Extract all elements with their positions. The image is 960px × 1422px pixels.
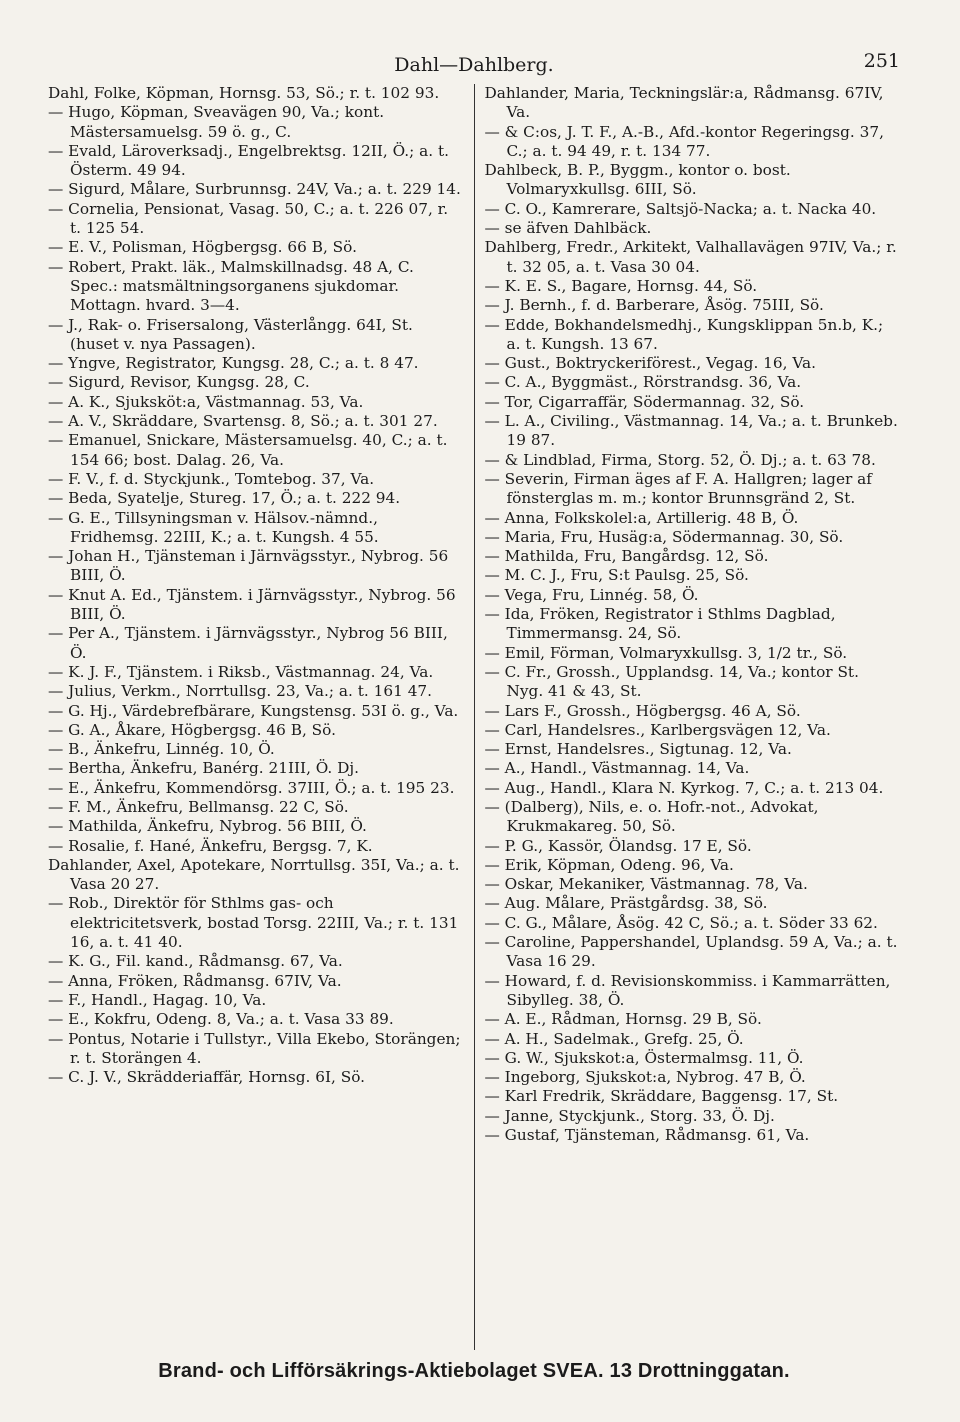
directory-entry: — Evald, Läroverksadj., Engelbrektsg. 12II, Ö.; a. t. Österm. 49 94. (48, 141, 450, 180)
directory-entry: — Mathilda, Änkefru, Nybrog. 56 BIII, Ö. (48, 817, 367, 836)
directory-entry: — Yngve, Registrator, Kungsg. 28, C.; a. t. 8 47. (48, 354, 419, 373)
directory-entry: — K. E. S., Bagare, Hornsg. 44, Sö. (484, 276, 758, 295)
right-column (477, 84, 901, 1350)
directory-entry: — G. A., Åkare, Högbergsg. 46 B, Sö. (48, 720, 336, 739)
directory-entry: — C. A., Byggmäst., Rörstrandsg. 36, Va. (484, 373, 802, 392)
left-column (48, 84, 472, 1350)
directory-entry: — G. E., Tillsyningsman v. Hälsov.-nämnd., Fridhemsg. 22III, K.; a. t. Kungsh. 4 55. (48, 508, 379, 546)
directory-entry: — se äfven Dahlbäck. (484, 219, 652, 238)
column-divider (474, 84, 475, 1350)
directory-entry: — G. Hj., Värdebrefbärare, Kungstensg. 53I ö. g., Va. (48, 701, 459, 720)
directory-entry: — A. V., Skräddare, Svartensg. 8, Sö.; a. t. 301 27. (48, 412, 438, 431)
directory-entry: — Knut A. Ed., Tjänstem. i Järnvägsstyr., Nybrog. 56 BIII, Ö. (48, 585, 456, 624)
directory-entry: — L. A., Civiling., Västmannag. 14, Va.; a. t. Brunkeb. 19 87. (484, 412, 898, 450)
directory-entry: — E., Kokfru, Odeng. 8, Va.; a. t. Vasa 33 89. (48, 1010, 394, 1029)
directory-entry: — Aug., Handl., Klara N. Kyrkog. 7, C.; a. t. 213 04. (484, 778, 884, 797)
directory-entry: — B., Änkefru, Linnég. 10, Ö. (48, 740, 275, 759)
directory-entry: — (Dalberg), Nils, e. o. Hofr.-not., Advokat, Krukmakareg. 50, Sö. (484, 797, 819, 836)
directory-entry: — Johan H., Tjänsteman i Järnvägsstyr., Nybrog. 56 BIII, Ö. (48, 547, 449, 585)
directory-entry: — Cornelia, Pensionat, Vasag. 50, C.; a. t. 226 07, r. t. 125 54. (48, 199, 449, 238)
directory-entry: — Tor, Cigarraffär, Södermannag. 32, Sö. (484, 392, 805, 411)
directory-entry: — Julius, Verkm., Norrtullsg. 23, Va.; a. t. 161 47. (48, 682, 433, 701)
directory-entry: — Ernst, Handelsres., Sigtunag. 12, Va. (484, 740, 792, 759)
directory-entry: — Beda, Syatelje, Stureg. 17, Ö.; a. t. 222 94. (48, 489, 401, 508)
directory-entry: — A. E., Rådman, Hornsg. 29 B, Sö. (484, 1010, 762, 1029)
directory-entry: — K. J. F., Tjänstem. i Riksb., Västmannag. 24, Va. (48, 662, 434, 681)
directory-entry: — Maria, Fru, Husäg:a, Södermannag. 30, Sö. (484, 527, 844, 546)
directory-entry: Dahlberg, Fredr., Arkitekt, Valhallavägen 97IV, Va.; r. t. 32 05, a. t. Vasa 30 04. (484, 238, 897, 276)
directory-entry: — Anna, Folkskolel:a, Artillerig. 48 B, Ö. (484, 508, 799, 527)
directory-entry: — Bertha, Änkefru, Banérg. 21III, Ö. Dj. (48, 759, 360, 778)
directory-entry: — E. V., Polisman, Högbergsg. 66 B, Sö. (48, 238, 357, 257)
directory-entry: — G. W., Sjukskot:a, Östermalmsg. 11, Ö. (484, 1048, 804, 1067)
directory-entry: — J., Rak- o. Frisersalong, Västerlångg. 64I, St. (huset v. nya Passagen). (48, 315, 413, 353)
directory-entry: — Vega, Fru, Linnég. 58, Ö. (484, 585, 699, 604)
directory-entry: — Per A., Tjänstem. i Järnvägsstyr., Nybrog 56 BIII, Ö. (48, 624, 448, 662)
directory-entry: — Carl, Handelsres., Karlbergsvägen 12, Va. (484, 720, 831, 739)
directory-entry: — Edde, Bokhandelsmedhj., Kungsklippan 5n.b, K.; a. t. Kungsh. 13 67. (484, 315, 884, 353)
page-number: 251 (863, 50, 900, 72)
directory-entry: — P. G., Kassör, Ölandsg. 17 E, Sö. (484, 836, 752, 855)
directory-entry: — Aug. Målare, Prästgårdsg. 38, Sö. (484, 894, 768, 913)
directory-entry: — Caroline, Pappershandel, Uplandsg. 59 A, Va.; a. t. Vasa 16 29. (484, 933, 898, 971)
page-header (48, 40, 900, 80)
directory-entry: — Emil, Förman, Volmaryxkullsg. 3, 1/2 tr., Sö. (484, 643, 848, 662)
running-title: Dahl—Dahlberg. (394, 54, 554, 76)
directory-entry: — Mathilda, Fru, Bangårdsg. 12, Sö. (484, 547, 769, 566)
directory-entry: — Erik, Köpman, Odeng. 96, Va. (484, 855, 734, 874)
directory-entry: — Oskar, Mekaniker, Västmannag. 78, Va. (484, 875, 808, 894)
directory-entry: — Rosalie, f. Hané, Änkefru, Bergsg. 7, K. (48, 836, 373, 855)
directory-entry: — F. M., Änkefru, Bellmansg. 22 C, Sö. (48, 797, 349, 816)
directory-entry: — F. V., f. d. Styckjunk., Tomtebog. 37, Va. (48, 469, 375, 488)
directory-entry: — A., Handl., Västmannag. 14, Va. (484, 759, 750, 778)
directory-entry: — Sigurd, Revisor, Kungsg. 28, C. (48, 373, 310, 392)
directory-entry: — Pontus, Notarie i Tullstyr., Villa Ekebo, Storängen; r. t. Storängen 4. (48, 1029, 461, 1067)
directory-entry: Dahlbeck, B. P., Byggm., kontor o. bost. Volmaryxkullsg. 6III, Sö. (484, 161, 791, 199)
directory-entry: — Rob., Direktör för Sthlms gas- och elektricitetsverk, bostad Torsg. 22III, Va.; r. t. 131 16, a. t. 41 40. (48, 894, 459, 952)
directory-entry: — Ingeborg, Sjukskot:a, Nybrog. 47 B, Ö. (484, 1068, 806, 1087)
directory-entry: — Howard, f. d. Revisionskommiss. i Kammarrätten, Sibylleg. 38, Ö. (484, 971, 891, 1009)
directory-entry: — C. J. V., Skrädderiaffär, Hornsg. 6I, Sö. (48, 1068, 366, 1087)
directory-entry: Dahl, Folke, Köpman, Hornsg. 53, Sö.; r. t. 102 93. (48, 84, 440, 102)
directory-entry: Dahlander, Maria, Teckningslär:a, Rådmansg. 67IV, Va. (484, 84, 884, 122)
directory-entry: — Robert, Prakt. läk., Malmskillnadsg. 48 A, C. Spec.: matsmältningsorganens sjukdomar. Mottagn. hvard. 3—4. (48, 257, 414, 315)
directory-entry: — E., Änkefru, Kommendörsg. 37III, Ö.; a. t. 195 23. (48, 778, 455, 797)
advertisement-footer: Brand- och Lifförsäkrings-Aktiebolaget SVEA. 13 Drottninggatan. (158, 1360, 790, 1382)
directory-entry: — C. Fr., Grossh., Upplandsg. 14, Va.; kontor St. Nyg. 41 & 43, St. (484, 662, 859, 701)
directory-entry: — Karl Fredrik, Skräddare, Baggensg. 17, St. (484, 1087, 839, 1106)
directory-entry: — J. Bernh., f. d. Barberare, Åsög. 75III, Sö. (484, 296, 824, 315)
directory-entry: — & C:os, J. T. F., A.-B., Afd.-kontor Regeringsg. 37, C.; a. t. 94 49, r. t. 134 77. (484, 122, 884, 160)
directory-entry: — Gust., Boktryckeriförest., Vegag. 16, Va. (484, 354, 816, 373)
directory-entry: — Severin, Firman äges af F. A. Hallgren; lager af fönsterglas m. m.; kontor Brunnsgränd 2, St. (484, 469, 872, 508)
directory-entry: — Emanuel, Snickare, Mästersamuelsg. 40, C.; a. t. 154 66; bost. Dalag. 26, Va. (48, 431, 448, 469)
directory-entry: — Janne, Styckjunk., Storg. 33, Ö. Dj. (484, 1106, 775, 1125)
directory-entry: — Ida, Fröken, Registrator i Sthlms Dagblad, Timmermansg. 24, Sö. (484, 605, 836, 643)
directory-entry: — Lars F., Grossh., Högbergsg. 46 A, Sö. (484, 701, 801, 720)
directory-entry: — Gustaf, Tjänsteman, Rådmansg. 61, Va. (484, 1126, 810, 1145)
directory-entry: — K. G., Fil. kand., Rådmansg. 67, Va. (48, 952, 343, 971)
directory-entry: — A. K., Sjuksköt:a, Västmannag. 53, Va. (48, 392, 364, 411)
directory-entry: — Hugo, Köpman, Sveavägen 90, Va.; kont. Mästersamuelsg. 59 ö. g., C. (48, 103, 385, 141)
directory-entry: — Anna, Fröken, Rådmansg. 67IV, Va. (48, 971, 342, 990)
directory-columns (48, 84, 900, 1350)
directory-entry: — Sigurd, Målare, Surbrunnsg. 24V, Va.; a. t. 229 14. (48, 180, 461, 199)
directory-entry: — F., Handl., Hagag. 10, Va. (48, 990, 267, 1009)
directory-entry: — A. H., Sadelmak., Grefg. 25, Ö. (484, 1029, 744, 1048)
directory-entry: Dahlander, Axel, Apotekare, Norrtullsg. 35I, Va.; a. t. Vasa 20 27. (48, 855, 460, 894)
directory-entry: — & Lindblad, Firma, Storg. 52, Ö. Dj.; a. t. 63 78. (484, 450, 876, 469)
directory-entry: — C. G., Målare, Åsög. 42 C, Sö.; a. t. Söder 33 62. (484, 913, 878, 932)
directory-entry: — C. O., Kamrerare, Saltsjö-Nacka; a. t. Nacka 40. (484, 199, 877, 218)
directory-entry: — M. C. J., Fru, S:t Paulsg. 25, Sö. (484, 566, 749, 585)
